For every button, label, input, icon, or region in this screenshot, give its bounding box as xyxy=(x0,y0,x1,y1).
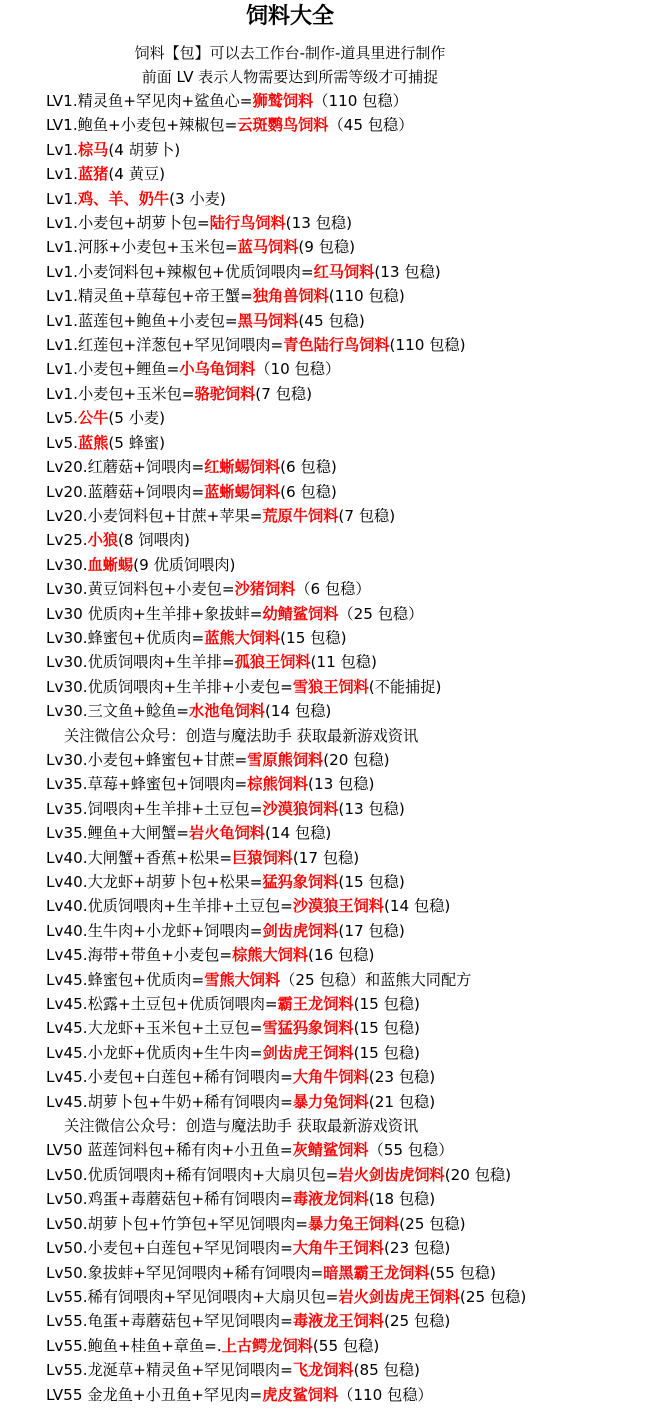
feed-name: 上古鳄龙饲料 xyxy=(221,1336,313,1355)
recipe-quantity: (13 包稳) xyxy=(374,262,441,281)
recipe-row xyxy=(46,89,644,113)
recipe-ingredients: Lv45.小龙虾+优质肉+生牛肉= xyxy=(46,1043,263,1062)
feed-name: 大角牛饲料 xyxy=(292,1068,369,1087)
recipe-ingredients: Lv50.鸡蛋+毒蘑菇包+稀有饲喂肉= xyxy=(46,1190,293,1209)
recipe-quantity: (6 包稳) xyxy=(280,482,337,501)
feed-name: 棕熊饲料 xyxy=(247,775,309,794)
feed-name: 公牛 xyxy=(77,409,109,428)
feed-name: 独角兽饲料 xyxy=(252,287,329,306)
recipe-quantity: （6 包稳） xyxy=(295,580,371,599)
recipe-quantity: (15 包稳) xyxy=(353,1019,420,1038)
recipe-quantity: (110 包稳) xyxy=(389,336,466,355)
feed-name: 蓝猪 xyxy=(77,165,109,184)
recipe-row xyxy=(46,1261,644,1285)
recipe-ingredients: Lv20.蓝蘑菇+饲喂肉= xyxy=(46,482,205,501)
recipe-row xyxy=(46,772,644,796)
feed-name: 猛犸象饲料 xyxy=(262,873,339,891)
recipe-ingredients: Lv1.河豚+小麦包+玉米包= xyxy=(46,238,238,257)
recipe-ingredients: Lv1.小麦包+鲤鱼= xyxy=(46,360,180,379)
recipe-ingredients: Lv1. xyxy=(46,140,78,159)
recipe-quantity: (8 饲喂肉) xyxy=(117,531,190,550)
feed-name: 云斑鹦鸟饲料 xyxy=(237,116,329,135)
intro-line: 前面 LV 表示人物需要达到所需等级才可捕捉 xyxy=(141,68,439,86)
recipe-row xyxy=(46,797,644,821)
feed-name: 虎皮鲨饲料 xyxy=(262,1385,339,1404)
recipe-row xyxy=(46,138,644,162)
recipe-quantity: （45 包稳） xyxy=(328,116,414,135)
recipe-quantity: （110 包稳） xyxy=(313,92,408,110)
feed-name: 棕马 xyxy=(77,140,109,159)
recipe-row xyxy=(46,1187,644,1211)
recipe-row xyxy=(46,284,644,308)
recipe-row xyxy=(46,1065,644,1089)
recipe-ingredients: Lv30.三文鱼+鲶鱼= xyxy=(46,702,189,721)
recipe-quantity: (15 包稳) xyxy=(353,1043,420,1062)
recipe-quantity: (14 包稳) xyxy=(383,897,451,916)
recipe-ingredients: Lv45.蜂蜜包+优质肉= xyxy=(46,970,205,989)
recipe-ingredients: Lv25. xyxy=(46,531,88,550)
feed-name: 飞龙饲料 xyxy=(292,1361,354,1380)
recipe-row xyxy=(46,333,644,357)
recipe-ingredients: Lv30 优质肉+生羊排+象拔蚌= xyxy=(46,604,263,623)
recipe-quantity: (7 包稳) xyxy=(255,384,312,403)
recipe-quantity: (不能捕捉) xyxy=(368,677,442,696)
recipe-row xyxy=(46,1163,644,1187)
recipe-quantity: (23 包稳) xyxy=(368,1068,436,1087)
recipe-row xyxy=(46,894,644,918)
recipe-quantity: (9 包稳) xyxy=(298,238,356,257)
recipe-ingredients: Lv1. xyxy=(46,189,78,208)
recipe-quantity: (4 胡萝卜) xyxy=(108,140,181,159)
feed-name: 小狼 xyxy=(87,531,118,550)
recipe-quantity: (55 包稳) xyxy=(312,1336,380,1355)
recipe-row xyxy=(46,943,644,967)
recipe-quantity: (16 包稳) xyxy=(308,946,375,965)
recipe-quantity: (13 包稳) xyxy=(308,775,375,794)
recipe-ingredients: Lv5. xyxy=(46,409,78,428)
recipe-quantity: (14 包稳) xyxy=(264,702,332,721)
feed-name: 黑马饲料 xyxy=(237,311,299,330)
feed-name: 鸡、羊、奶牛 xyxy=(77,189,170,208)
recipe-ingredients: Lv20.小麦饲料包+甘蔗+苹果= xyxy=(46,506,263,525)
recipe-ingredients: Lv45.大龙虾+玉米包+土豆包= xyxy=(46,1019,263,1038)
feed-name: 血蜥蜴 xyxy=(87,555,134,574)
recipe-row xyxy=(46,919,644,943)
recipe-row xyxy=(46,1358,644,1382)
recipe-ingredients: Lv30.优质饲喂肉+生羊排+小麦包= xyxy=(46,677,293,696)
recipe-ingredients: Lv1.蓝莲包+鲍鱼+小麦包= xyxy=(46,311,238,330)
feed-name: 荒原牛饲料 xyxy=(262,506,339,525)
feed-name: 蓝蜥蜴饲料 xyxy=(204,482,281,501)
feed-name: 蓝熊 xyxy=(77,433,109,452)
recipe-ingredients: LV1.鲍鱼+小麦包+辣椒包= xyxy=(46,116,238,135)
feed-name: 毒液龙饲料 xyxy=(292,1190,369,1209)
recipe-ingredients: Lv55.龙涎草+精灵鱼+罕见饲喂肉= xyxy=(46,1361,293,1380)
recipe-ingredients: LV55 金龙鱼+小丑鱼+罕见肉= xyxy=(46,1385,263,1404)
recipe-row xyxy=(46,309,644,333)
recipe-ingredients: Lv35.饲喂肉+生羊排+土豆包= xyxy=(46,799,263,818)
feed-name: 狮鹫饲料 xyxy=(252,92,314,110)
page-title: 饲料大全 xyxy=(245,4,334,29)
recipe-ingredients: Lv50.胡萝卜包+竹笋包+罕见饲喂肉= xyxy=(46,1214,309,1233)
feed-name: 雪熊大饲料 xyxy=(204,970,281,989)
recipe-ingredients: Lv20.红蘑菇+饲喂肉= xyxy=(46,458,205,477)
recipe-row xyxy=(46,968,644,992)
recipe-row xyxy=(46,1090,644,1114)
feed-name: 红蜥蜴饲料 xyxy=(204,458,281,477)
feed-name: 霸王龙饲料 xyxy=(277,995,354,1014)
feed-name: 岩火剑齿虎王饲料 xyxy=(338,1287,460,1306)
recipe-quantity: (55 包稳) xyxy=(429,1263,496,1282)
recipe-row xyxy=(46,1383,644,1407)
recipe-ingredients: Lv1.精灵鱼+草莓包+帝王蟹= xyxy=(46,287,253,306)
recipe-quantity: （55 包稳） xyxy=(368,1141,454,1160)
feed-name: 暗黑霸王龙饲料 xyxy=(323,1263,430,1282)
feed-name: 红马饲料 xyxy=(313,262,375,281)
recipe-row xyxy=(46,821,644,845)
recipe-row xyxy=(46,528,644,552)
recipe-quantity: (15 包稳) xyxy=(338,873,405,891)
feed-recipe-list xyxy=(46,89,644,1407)
recipe-quantity: (25 包稳) xyxy=(459,1287,527,1306)
recipe-ingredients: Lv45.海带+带鱼+小麦包= xyxy=(46,946,233,965)
recipe-quantity: (11 包稳) xyxy=(310,653,377,672)
recipe-quantity: (3 小麦) xyxy=(169,189,226,208)
feed-name: 暴力兔王饲料 xyxy=(308,1214,400,1233)
recipe-quantity: (4 黄豆) xyxy=(108,165,166,184)
recipe-row xyxy=(46,480,644,504)
recipe-quantity: (14 包稳) xyxy=(264,824,332,843)
recipe-quantity: (5 小麦) xyxy=(108,409,166,428)
recipe-quantity: (6 包稳) xyxy=(280,458,337,477)
feed-name: 雪猛犸象饲料 xyxy=(262,1019,354,1038)
feed-name: 沙漠狼饲料 xyxy=(262,799,339,818)
recipe-row xyxy=(46,1285,644,1309)
recipe-row xyxy=(46,1309,644,1333)
recipe-ingredients: Lv40.生牛肉+小龙虾+饲喂肉= xyxy=(46,921,263,940)
recipe-ingredients: Lv1.小麦包+玉米包= xyxy=(46,384,195,403)
recipe-quantity: （25 包稳）和蓝熊大同配方 xyxy=(280,970,472,989)
recipe-ingredients: Lv1.小麦包+胡萝卜包= xyxy=(46,214,210,233)
feed-name: 蓝熊大饲料 xyxy=(204,628,281,647)
recipe-row xyxy=(46,870,644,894)
recipe-quantity: (110 包稳) xyxy=(328,287,405,306)
recipe-quantity: (23 包稳) xyxy=(383,1239,451,1258)
recipe-ingredients: Lv55.稀有饲喂肉+罕见饲喂肉+大扇贝包= xyxy=(46,1287,339,1306)
intro-line: 饲料【包】可以去工作台-制作-道具里进行制作 xyxy=(134,44,446,62)
feed-name: 水池龟饲料 xyxy=(189,702,265,721)
recipe-quantity: (21 包稳) xyxy=(368,1092,436,1111)
recipe-ingredients: Lv1. xyxy=(46,165,78,184)
recipe-quantity: (17 包稳) xyxy=(292,848,360,867)
recipe-row xyxy=(46,1016,644,1040)
recipe-ingredients: Lv40.大闸蟹+香蕉+松果= xyxy=(46,848,233,867)
recipe-quantity: (20 包稳) xyxy=(444,1165,512,1184)
recipe-ingredients: Lv45.松露+土豆包+优质饲喂肉= xyxy=(46,995,278,1014)
recipe-ingredients: Lv45.小麦包+白莲包+稀有饲喂肉= xyxy=(46,1068,293,1087)
recipe-ingredients: Lv5. xyxy=(46,433,78,452)
recipe-row xyxy=(46,992,644,1016)
recipe-ingredients: Lv50.象拔蚌+罕见饲喂肉+稀有饲喂肉= xyxy=(46,1263,324,1282)
recipe-quantity: (15 包稳) xyxy=(280,628,347,647)
feed-name: 孤狼王饲料 xyxy=(234,653,311,672)
wechat-notice: 关注微信公众号：创造与魔法助手 获取最新游戏资讯 xyxy=(64,726,419,745)
recipe-quantity: (25 包稳) xyxy=(399,1214,466,1233)
recipe-ingredients: Lv45.胡萝卜包+牛奶+稀有饲喂肉= xyxy=(46,1092,293,1111)
recipe-quantity: (7 包稳) xyxy=(338,506,396,525)
recipe-row xyxy=(46,455,644,479)
recipe-quantity: (18 包稳) xyxy=(368,1190,436,1209)
recipe-row xyxy=(46,748,644,772)
recipe-quantity: (13 包稳) xyxy=(338,799,405,818)
recipe-row xyxy=(46,260,644,284)
recipe-row xyxy=(46,626,644,650)
recipe-quantity: (15 包稳) xyxy=(353,995,420,1014)
feed-name: 大角牛王饲料 xyxy=(292,1239,384,1258)
feed-name: 骆驼饲料 xyxy=(194,384,256,403)
recipe-quantity: (13 包稳) xyxy=(285,214,353,233)
feed-name: 岩火剑齿虎饲料 xyxy=(338,1165,445,1184)
feed-name: 暴力兔饲料 xyxy=(292,1092,369,1111)
recipe-row xyxy=(46,553,644,577)
recipe-row xyxy=(46,211,644,235)
recipe-ingredients: LV1.精灵鱼+罕见肉+鲨鱼心= xyxy=(46,92,253,110)
recipe-quantity: (85 包稳) xyxy=(353,1361,420,1380)
recipe-ingredients: Lv30. xyxy=(46,555,88,574)
recipe-ingredients: Lv1.红莲包+洋葱包+罕见饲喂肉= xyxy=(46,336,284,355)
recipe-ingredients: Lv30.优质饲喂肉+生羊排= xyxy=(46,653,235,672)
recipe-ingredients: Lv35.草莓+蜂蜜包+饲喂肉= xyxy=(46,775,248,794)
recipe-row xyxy=(46,650,644,674)
recipe-ingredients: Lv55.龟蛋+毒蘑菇包+罕见饲喂肉= xyxy=(46,1312,293,1331)
feed-name: 剑齿虎王饲料 xyxy=(262,1043,354,1062)
recipe-row xyxy=(46,602,644,626)
recipe-row xyxy=(46,113,644,137)
recipe-quantity: (25 包稳) xyxy=(383,1312,451,1331)
recipe-quantity: (9 优质饲喂肉) xyxy=(133,555,236,574)
feed-name: 沙猪饲料 xyxy=(234,580,296,599)
recipe-row xyxy=(46,675,644,699)
recipe-ingredients: Lv55.鲍鱼+桂鱼+章鱼=. xyxy=(46,1336,222,1355)
recipe-quantity: (17 包稳) xyxy=(338,921,405,940)
recipe-ingredients: Lv30.蜂蜜包+优质肉= xyxy=(46,628,205,647)
feed-name: 岩火龟饲料 xyxy=(189,824,265,843)
recipe-row xyxy=(46,1041,644,1065)
recipe-quantity: (45 包稳) xyxy=(298,311,365,330)
feed-name: 小乌龟饲料 xyxy=(179,360,256,379)
feed-name: 雪原熊饲料 xyxy=(247,750,324,769)
recipe-row xyxy=(46,1334,644,1358)
recipe-ingredients: Lv50.小麦包+白莲包+罕见饲喂肉= xyxy=(46,1239,293,1258)
recipe-row xyxy=(46,1236,644,1260)
recipe-ingredients: Lv35.鲤鱼+大闸蟹= xyxy=(46,824,189,843)
recipe-row xyxy=(46,357,644,381)
feed-name: 蓝马饲料 xyxy=(237,238,299,257)
recipe-row xyxy=(46,235,644,259)
recipe-row xyxy=(46,577,644,601)
recipe-ingredients: Lv40.大龙虾+胡萝卜包+松果= xyxy=(46,873,263,891)
recipe-ingredients: Lv30.黄豆饲料包+小麦包= xyxy=(46,580,235,599)
recipe-row xyxy=(46,382,644,406)
feed-name: 毒液龙王饲料 xyxy=(292,1312,384,1331)
recipe-ingredients: Lv30.小麦包+蜂蜜包+甘蔗= xyxy=(46,750,248,769)
feed-name: 棕熊大饲料 xyxy=(232,946,309,965)
recipe-ingredients: Lv40.优质饲喂肉+生羊排+土豆包= xyxy=(46,897,293,916)
feed-name: 青色陆行鸟饲料 xyxy=(283,336,390,355)
recipe-quantity: （25 包稳） xyxy=(338,604,424,623)
recipe-row xyxy=(46,406,644,430)
feed-name: 剑齿虎饲料 xyxy=(262,921,339,940)
recipe-row xyxy=(46,846,644,870)
recipe-row xyxy=(46,504,644,528)
feed-name: 雪狼王饲料 xyxy=(292,677,369,696)
recipe-row xyxy=(46,1212,644,1236)
recipe-quantity: （10 包稳） xyxy=(255,360,341,379)
recipe-quantity: （110 包稳） xyxy=(338,1385,433,1404)
feed-name: 巨猿饲料 xyxy=(232,848,293,867)
feed-name: 陆行鸟饲料 xyxy=(209,214,286,233)
feed-name: 灰鲭鲨饲料 xyxy=(292,1141,369,1160)
recipe-quantity: (20 包稳) xyxy=(323,750,390,769)
recipe-row xyxy=(46,187,644,211)
recipe-row xyxy=(46,1138,644,1162)
recipe-row xyxy=(46,699,644,723)
recipe-ingredients: LV50 蓝莲饲料包+稀有肉+小丑鱼= xyxy=(46,1141,293,1160)
recipe-ingredients: Lv50.优质饲喂肉+稀有饲喂肉+大扇贝包= xyxy=(46,1165,339,1184)
recipe-ingredients: Lv1.小麦饲料包+辣椒包+优质饲喂肉= xyxy=(46,262,314,281)
feed-name: 沙漠狼王饲料 xyxy=(292,897,384,916)
recipe-row xyxy=(46,431,644,455)
wechat-notice: 关注微信公众号：创造与魔法助手 获取最新游戏资讯 xyxy=(64,1117,419,1136)
feed-name: 幼鲭鲨饲料 xyxy=(262,604,339,623)
recipe-quantity: (5 蜂蜜) xyxy=(108,433,166,452)
recipe-row xyxy=(46,162,644,186)
